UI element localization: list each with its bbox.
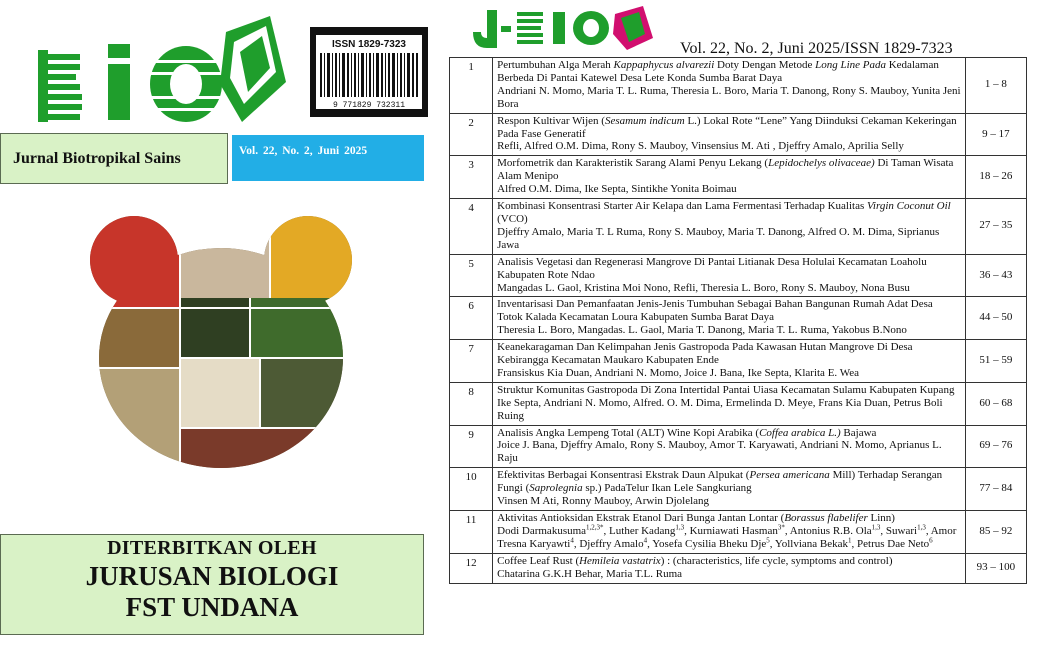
article-title: Efektivitas Berbagai Konsentrasi Ekstrak Daun Alpukat (Persea americana Mill) Terhadap Serangan Fungi (Saprolegnia sp.) PadaTelur Ikan Lele Sangkuriang [497, 469, 943, 495]
article-number: 3 [450, 156, 493, 199]
article-entry [493, 382, 966, 425]
table-row [450, 297, 1027, 340]
article-number: 11 [450, 511, 493, 554]
article-entry [493, 340, 966, 383]
article-authors: Fransiskus Kia Duan, Andriani N. Momo, Joice J. Bana, Ike Septa, Klarita E. Wea [497, 366, 859, 379]
drawing-photo [180, 358, 260, 428]
table-row [450, 382, 1027, 425]
fungi-photo [90, 368, 180, 470]
article-authors: Joice J. Bana, Djeffry Amalo, Rony S. Mauboy, Amor T. Karyawati, Andriani N. Momo, Aprianus L. Raju [497, 439, 942, 465]
article-pages: 27 – 35 [965, 199, 1026, 255]
article-title: Morfometrik dan Karakteristik Sarang Alami Penyu Lekang (Lepidochelys olivaceae) Di Taman Wisata Alam Menipo [497, 157, 954, 183]
article-title: Inventarisasi Dan Pemanfaatan Jenis-Jenis Tumbuhan Sebagai Bahan Bangunan Rumah Adat Desa Totok Kalada Kecamatan Loura Kabupaten Sumba Barat Daya [497, 298, 933, 324]
tree-photo [260, 358, 352, 428]
bear-photo-collage [90, 208, 352, 470]
journal-name: Jurnal Biotropikal Sains [0, 133, 228, 184]
table-row [450, 340, 1027, 383]
article-pages: 44 – 50 [965, 297, 1026, 340]
table-row [450, 199, 1027, 255]
bird-photo [180, 228, 270, 298]
letter-b [38, 50, 82, 122]
publisher-line-3: FST UNDANA [125, 592, 299, 622]
publisher-line-2: JURUSAN BIOLOGI [85, 561, 339, 591]
article-entry [493, 553, 966, 583]
article-authors: Refli, Alfred O.M. Dima, Rony S. Mauboy, Vinsensius M. Ati , Djeffry Amalo, Aprilia Selly [497, 140, 904, 153]
article-authors: Ike Septa, Andriani N. Momo, Alfred. O. M. Dima, Ermelinda D. Meye, Frans Kia Duan, Petrus Boli Ruing [497, 396, 943, 422]
article-authors: Andriani N. Momo, Maria T. L. Ruma, Theresia L. Boro, Maria T. Danong, Rony S. Mauboy, Yunita Jeni Bora [497, 84, 961, 110]
article-pages: 36 – 43 [965, 254, 1026, 297]
article-entry [493, 113, 966, 156]
issn-label: ISSN 1829-7323 [332, 39, 406, 50]
article-title: Analisis Angka Lempeng Total (ALT) Wine Kopi Arabika (Coffea arabica L.) Bajawa [497, 426, 877, 439]
tomato-photo [90, 208, 180, 308]
article-number: 12 [450, 553, 493, 583]
issue-info: Vol. 22, No. 2, Juni 2025 [232, 135, 424, 181]
palm-photo [180, 428, 352, 470]
article-entry [493, 254, 966, 297]
barcode-digits: 9 771829 732311 [332, 101, 406, 110]
article-authors: Mangadas L. Gaol, Kristina Moi Nono, Refli, Theresia L. Boro, Rony S. Mauboy, Nona Busu [497, 281, 910, 294]
article-number: 2 [450, 113, 493, 156]
article-title: Analisis Vegetasi dan Regenerasi Mangrove Di Pantai Litianak Desa Holulai Kecamatan Loaholu Kabupaten Rote Ndao [497, 255, 927, 281]
article-authors: Theresia L. Boro, Mangadas. L. Gaol, Maria T. Danong, Maria T. L. Ruma, Yakobus B.Nono [497, 324, 907, 337]
article-authors: Alfred O.M. Dima, Ike Septa, Sintikhe Yonita Boimau [497, 183, 737, 196]
article-pages: 93 – 100 [965, 553, 1026, 583]
article-entry [493, 58, 966, 114]
table-row [450, 58, 1027, 114]
volume-header: Vol. 22, No. 2, Juni 2025/ISSN 1829-7323 [680, 40, 953, 57]
table-row [450, 113, 1027, 156]
article-title: Coffee Leaf Rust (Hemileia vastatrix) : (characteristics, life cycle, symptoms and control) [497, 554, 893, 567]
article-title: Aktivitas Antioksidan Ekstrak Etanol Dari Bunga Jantan Lontar (Borassus flabelifer Linn) [497, 512, 895, 524]
article-number: 7 [450, 340, 493, 383]
article-title: Keanekaragaman Dan Kelimpahan Jenis Gastropoda Pada Kawasan Hutan Mangrove Di Desa Kebirangga Kecamatan Maukaro Kabupaten Ende [497, 341, 913, 367]
article-authors: Dodi Darmakusuma$^{1,2,3*}$, Luther Kadang$^{1,3}$, Kurniawati Hasman$^{3*}$, Antonius R.B. Ola$^{1,3}$, Suwari$^{1,3}$, Amor Tresna Karyawti$^4$, Djeffry Amalo$^4$, Yosefa Cysilia Bheku Dje$^5$, Yollviana Bekak$^1$, Petrus Dae Neto$^6$ [497, 523, 957, 550]
insect-photo [90, 308, 180, 368]
title-row [0, 133, 427, 184]
table-row [450, 468, 1027, 511]
table-row [450, 156, 1027, 199]
table-row [450, 553, 1027, 583]
issn-barcode [310, 27, 428, 117]
jbios-logo [467, 4, 657, 52]
article-entry [493, 156, 966, 199]
publisher-line-1: DITERBITKAN OLEH [107, 537, 317, 559]
letter-i [108, 44, 130, 120]
article-title: Struktur Komunitas Gastropoda Di Zona Intertidal Pantai Uiasa Kecamatan Sulamu Kabupaten Kupang [497, 383, 955, 396]
article-authors: Djeffry Amalo, Maria T. L Ruma, Rony S. Mauboy, Maria T. Danong, Alfred O. M. Dima, Siprianus Jawa [497, 225, 940, 251]
article-number: 5 [450, 254, 493, 297]
article-pages: 9 – 17 [965, 113, 1026, 156]
table-row [450, 511, 1027, 554]
article-pages: 69 – 76 [965, 425, 1026, 468]
publisher-box [0, 534, 424, 635]
article-authors: Chatarina G.K.H Behar, Maria T.L. Ruma [497, 567, 683, 580]
article-entry [493, 468, 966, 511]
article-entry [493, 425, 966, 468]
article-pages: 85 – 92 [965, 511, 1026, 554]
article-pages: 60 – 68 [965, 382, 1026, 425]
article-title: Respon Kultivar Wijen (Sesamum indicum L.) Lokal Rote “Lene” Yang Diinduksi Cekaman Kekeringan Pada Fase Generatif [497, 114, 957, 140]
article-number: 6 [450, 297, 493, 340]
article-pages: 77 – 84 [965, 468, 1026, 511]
article-number: 1 [450, 58, 493, 114]
article-entry [493, 511, 966, 554]
bios-logo [30, 12, 290, 130]
table-of-contents [449, 57, 1027, 584]
article-number: 8 [450, 382, 493, 425]
article-title: Pertumbuhan Alga Merah Kappaphycus alvarezii Doty Dengan Metode Long Line Pada Kedalaman Berbeda Di Pantai Katewel Desa Lete Konda Sumba Barat Daya [497, 59, 939, 84]
article-authors: Vinsen M Ati, Ronny Mauboy, Arwin Djolelang [497, 495, 710, 508]
article-title: Kombinasi Konsentrasi Starter Air Kelapa dan Lama Fermentasi Terhadap Kualitas Virgin Coconut Oil (VCO) [497, 200, 951, 225]
letter-s-leaf [220, 16, 286, 122]
table-row [450, 254, 1027, 297]
article-number: 9 [450, 425, 493, 468]
corn-photo [270, 208, 352, 308]
article-number: 10 [450, 468, 493, 511]
article-entry [493, 199, 966, 255]
table-row [450, 425, 1027, 468]
article-pages: 51 – 59 [965, 340, 1026, 383]
article-pages: 1 – 8 [965, 58, 1026, 114]
article-entry [493, 297, 966, 340]
article-pages: 18 – 26 [965, 156, 1026, 199]
article-number: 4 [450, 199, 493, 255]
letter-o [150, 46, 222, 122]
